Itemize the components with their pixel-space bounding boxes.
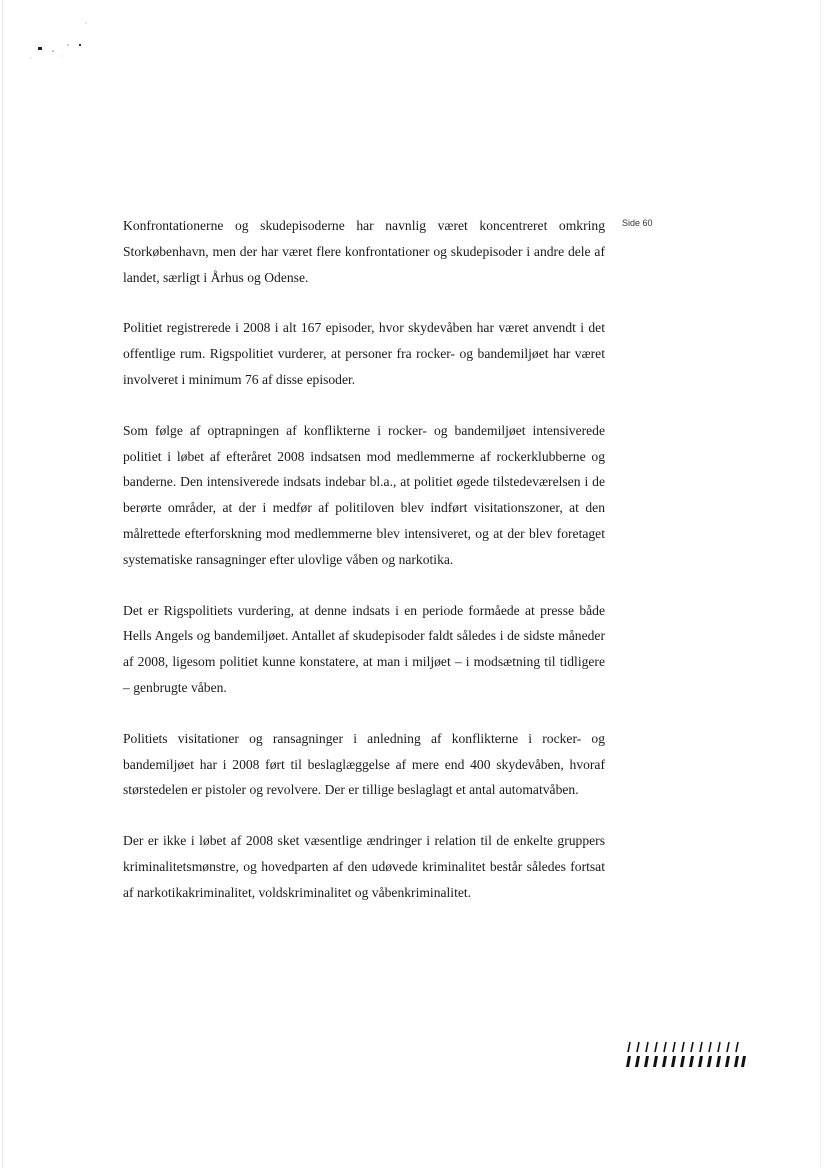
paragraph: Konfrontationerne og skudepisoderne har navnlig været koncentreret omkring Storkøbenhavn, men der har været flere konfrontationer og skudepisoder i andre dele af landet, særligt i Århus og Odense. xyxy=(123,218,605,285)
document-body xyxy=(123,213,605,931)
paragraph: Det er Rigspolitiets vurdering, at denne indsats i en periode formåede at presse både Hells Angels og bandemiljøet. Antallet af skudepisoder faldt således i de sidste måneder af 2008, ligesom politiet kunne konstatere, at man i miljøet – i modsætning til tidligere – genbrugte våben. xyxy=(123,602,605,695)
paragraph: Som følge af optrapningen af konflikterne i rocker- og bandemiljøet intensiverede politiet i løbet af efteråret 2008 indsatsen mod medlemmerne af rockerklubberne og banderne. Den intensiverede indsats indebar bl.a., at politiet øgede tilstedeværelsen i de berørte områder, at der i medfør af politiloven blev indført visitationszoner, at den målrettede efterforskning mod medlemmerne blev intensiveret, og at der blev foretaget systematiske ransagninger efter ulovlige våben og narkotika. xyxy=(123,422,605,567)
page-number-label: Side 60 xyxy=(622,218,653,228)
scan-specks-icon xyxy=(28,20,98,70)
scan-barcode-icon xyxy=(625,1041,747,1069)
paragraph: Der er ikke i løbet af 2008 sket væsentlige ændringer i relation til de enkelte gruppers kriminalitetsmønstre, og hovedparten af den udøvede kriminalitet består således fortsat af narkotikakriminalitet, voldskriminalitet og våbenkriminalitet. xyxy=(123,833,605,900)
scan-edge-right xyxy=(820,0,821,1168)
scan-edge-left xyxy=(2,0,3,1168)
paragraph: Politiet registrerede i 2008 i alt 167 episoder, hvor skydevåben har været anvendt i det offentlige rum. Rigspolitiet vurderer, at personer fra rocker- og bandemiljøet har været involveret i minimum 76 af disse episoder. xyxy=(123,320,605,387)
paragraph: Politiets visitationer og ransagninger i anledning af konflikterne i rocker- og bandemiljøet har i 2008 ført til beslaglæggelse af mere end 400 skydevåben, hvoraf størstedelen er pistoler og revolvere. Der er tillige beslaglagt et antal automatvåben. xyxy=(123,730,605,798)
